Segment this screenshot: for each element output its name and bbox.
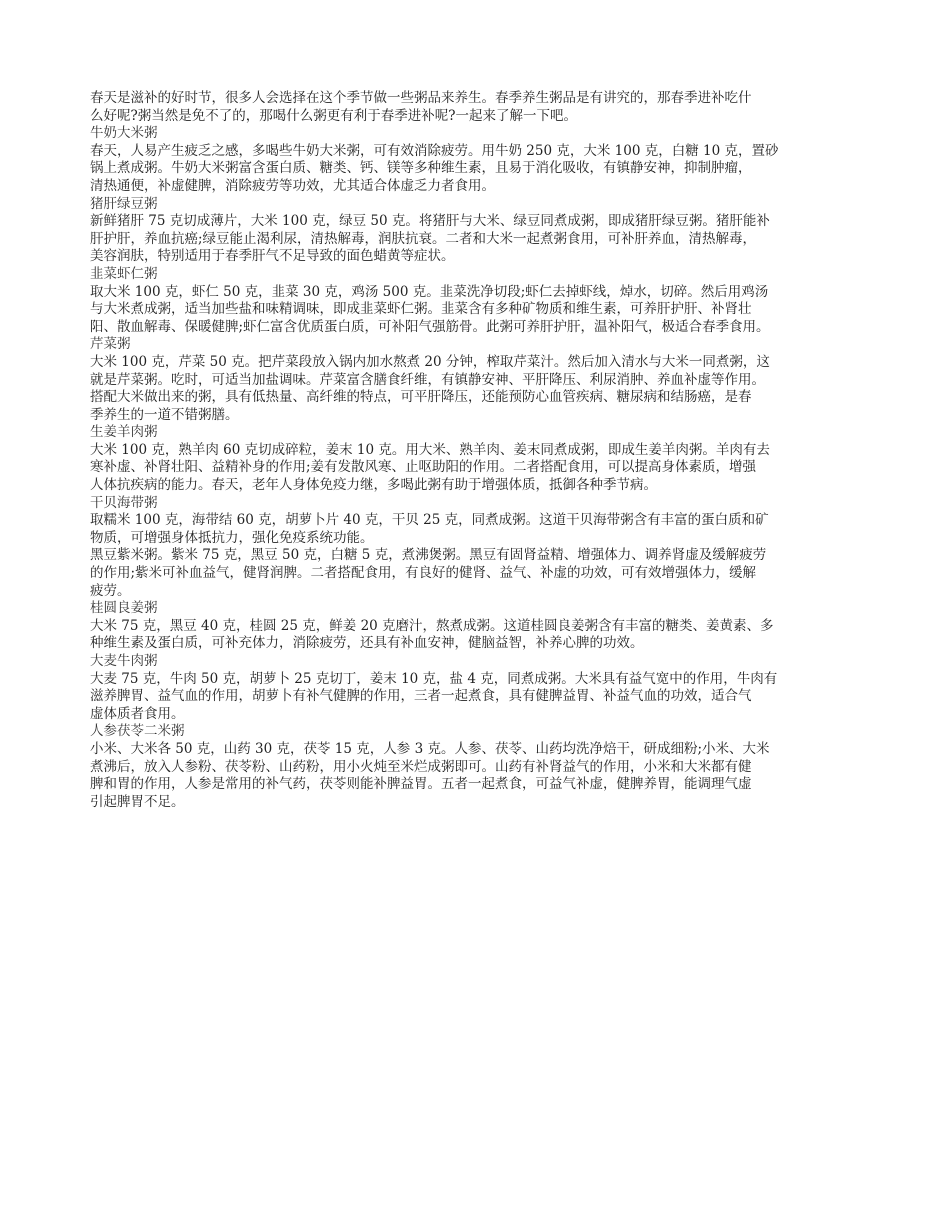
section-body-scallop-kelp-porridge: 取糯米 100 克，海带结 60 克，胡萝卜片 40 克，干贝 25 克，同煮成粥。这道干贝海带粥含有丰富的蛋白质和矿 物质，可增强身体抵抗力，强化免疫系统功能。 黑豆紫米粥。紫米 75 克，黑豆 50 克，白糖 5 克，煮沸煲粥。黑豆有固肾益精、增强体力、调养肾虚及缓解疲劳 的作用;紫米可补血益气，健肾润脾。二者搭配食用，有良好的健肾、益气、补虚的功效，可有效增强体力，缓解 疲劳。 (90, 512, 769, 599)
section-body-celery-porridge: 大米 100 克，芹菜 50 克。把芹菜段放入锅内加水熬煮 20 分钟，榨取芹菜汁。然后加入清水与大米一同煮粥，这 就是芹菜粥。吃时，可适当加盐调味。芹菜富含膳食纤维，有镇静安神、平肝降压、利尿消肿、养血补虚等作用。 搭配大米做出来的粥，具有低热量、高纤维的特点，可平肝降压，还能预防心血管疾病、糖尿病和结肠癌，是春 季养生的一道不错粥膳。 (90, 353, 770, 423)
section-title-ginseng-poria-two-rice-porridge: 人参茯苓二米粥 (90, 723, 185, 740)
section-body-longan-galangal-porridge: 大米 75 克，黑豆 40 克，桂圆 25 克，鲜姜 20 克磨汁，熬煮成粥。这道桂圆良姜粥含有丰富的糖类、姜黄素、多 种维生素及蛋白质，可补充体力，消除疲劳，还具有补血安神，健脑益智，补养心脾的功效。 (90, 617, 774, 652)
section-title-celery-porridge: 芹菜粥 (90, 336, 131, 353)
section-title-leek-shrimp-porridge: 韭菜虾仁粥 (90, 265, 158, 282)
section-body-pork-liver-mung-bean-porridge: 新鲜猪肝 75 克切成薄片，大米 100 克，绿豆 50 克。将猪肝与大米、绿豆同煮成粥，即成猪肝绿豆粥。猪肝能补 肝护肝，养血抗癌;绿豆能止渴利尿，清热解毒，润肤抗衰。二者和大米一起煮粥食用，可补肝养血，清热解毒， 美容润肤，特别适用于春季肝气不足导致的面色蜡黄等症状。 (90, 213, 770, 265)
document-page (90, 90, 880, 811)
section-body-milk-rice-porridge: 春天，人易产生疲乏之感，多喝些牛奶大米粥，可有效消除疲劳。用牛奶 250 克，大米 100 克，白糖 10 克，置砂 锅上煮成粥。牛奶大米粥富含蛋白质、糖类、钙、镁等多种维生素，且易于消化吸收，有镇静安神，抑制肿瘤， 清热通便，补虚健脾，消除疲劳等功效，尤其适合体虚乏力者食用。 (90, 142, 779, 194)
section-title-barley-beef-porridge: 大麦牛肉粥 (90, 653, 158, 669)
section-title-scallop-kelp-porridge: 干贝海带粥 (90, 494, 158, 511)
section-title-longan-galangal-porridge: 桂圆良姜粥 (90, 600, 158, 617)
intro-paragraph: 春天是滋补的好时节，很多人会选择在这个季节做一些粥品来养生。春季养生粥品是有讲究的，那春季进补吃什 么好呢?粥当然是免不了的，那喝什么粥更有利于春季进补呢?一起来了解一下吧。 (90, 90, 752, 124)
section-title-pork-liver-mung-bean-porridge: 猪肝绿豆粥 (90, 195, 158, 212)
section-body-ginseng-poria-two-rice-porridge: 小米、大米各 50 克，山药 30 克，茯苓 15 克，人参 3 克。人参、茯苓、山药均洗净焙干，研成细粉;小米、大米 煮沸后，放入人参粉、茯苓粉、山药粉，用小火炖至米烂成粥即可。山药有补肾益气的作用，小米和大米都有健 脾和胃的作用，人参是常用的补气药，茯苓则能补脾益胃。五者一起煮食，可益气补虚，健脾养胃，能调理气虚 引起脾胃不足。 (90, 740, 770, 810)
section-title-ginger-mutton-porridge: 生姜羊肉粥 (90, 424, 158, 441)
section-body-leek-shrimp-porridge: 取大米 100 克，虾仁 50 克，韭菜 30 克，鸡汤 500 克。韭菜洗净切段;虾仁去掉虾线，焯水，切碎。然后用鸡汤 与大米煮成粥，适当加些盐和味精调味，即成韭菜虾仁粥。韭菜含有多种矿物质和维生素，可养肝护肝、补肾壮 阳、散血解毒、保暖健脾;虾仁富含优质蛋白质，可补阳气强筋骨。此粥可养肝护肝，温补阳气，极适合春季食用。 (90, 283, 770, 335)
section-body-barley-beef-porridge: 大麦 75 克，牛肉 50 克，胡萝卜 25 克切丁，姜末 10 克，盐 4 克，同煮成粥。大米具有益气宽中的作用，牛肉有 滋养脾胃、益气血的作用，胡萝卜有补气健脾的作用，三者一起煮食，具有健脾益胃、补益气血的功效，适合气 虚体质者食用。 (90, 670, 778, 722)
section-title-milk-rice-porridge: 牛奶大米粥 (90, 125, 158, 142)
section-body-ginger-mutton-porridge: 大米 100 克，熟羊肉 60 克切成碎粒，姜末 10 克。用大米、熟羊肉、姜末同煮成粥，即成生姜羊肉粥。羊肉有去 寒补虚、补肾壮阳、益精补身的作用;姜有发散风寒、止呕助阳的作用。二者搭配食用，可以提高身体素质，增强 人体抗疾病的能力。春天，老年人身体免疫力继，多喝此粥有助于增强体质，抵御各种季节病。 (90, 441, 770, 494)
